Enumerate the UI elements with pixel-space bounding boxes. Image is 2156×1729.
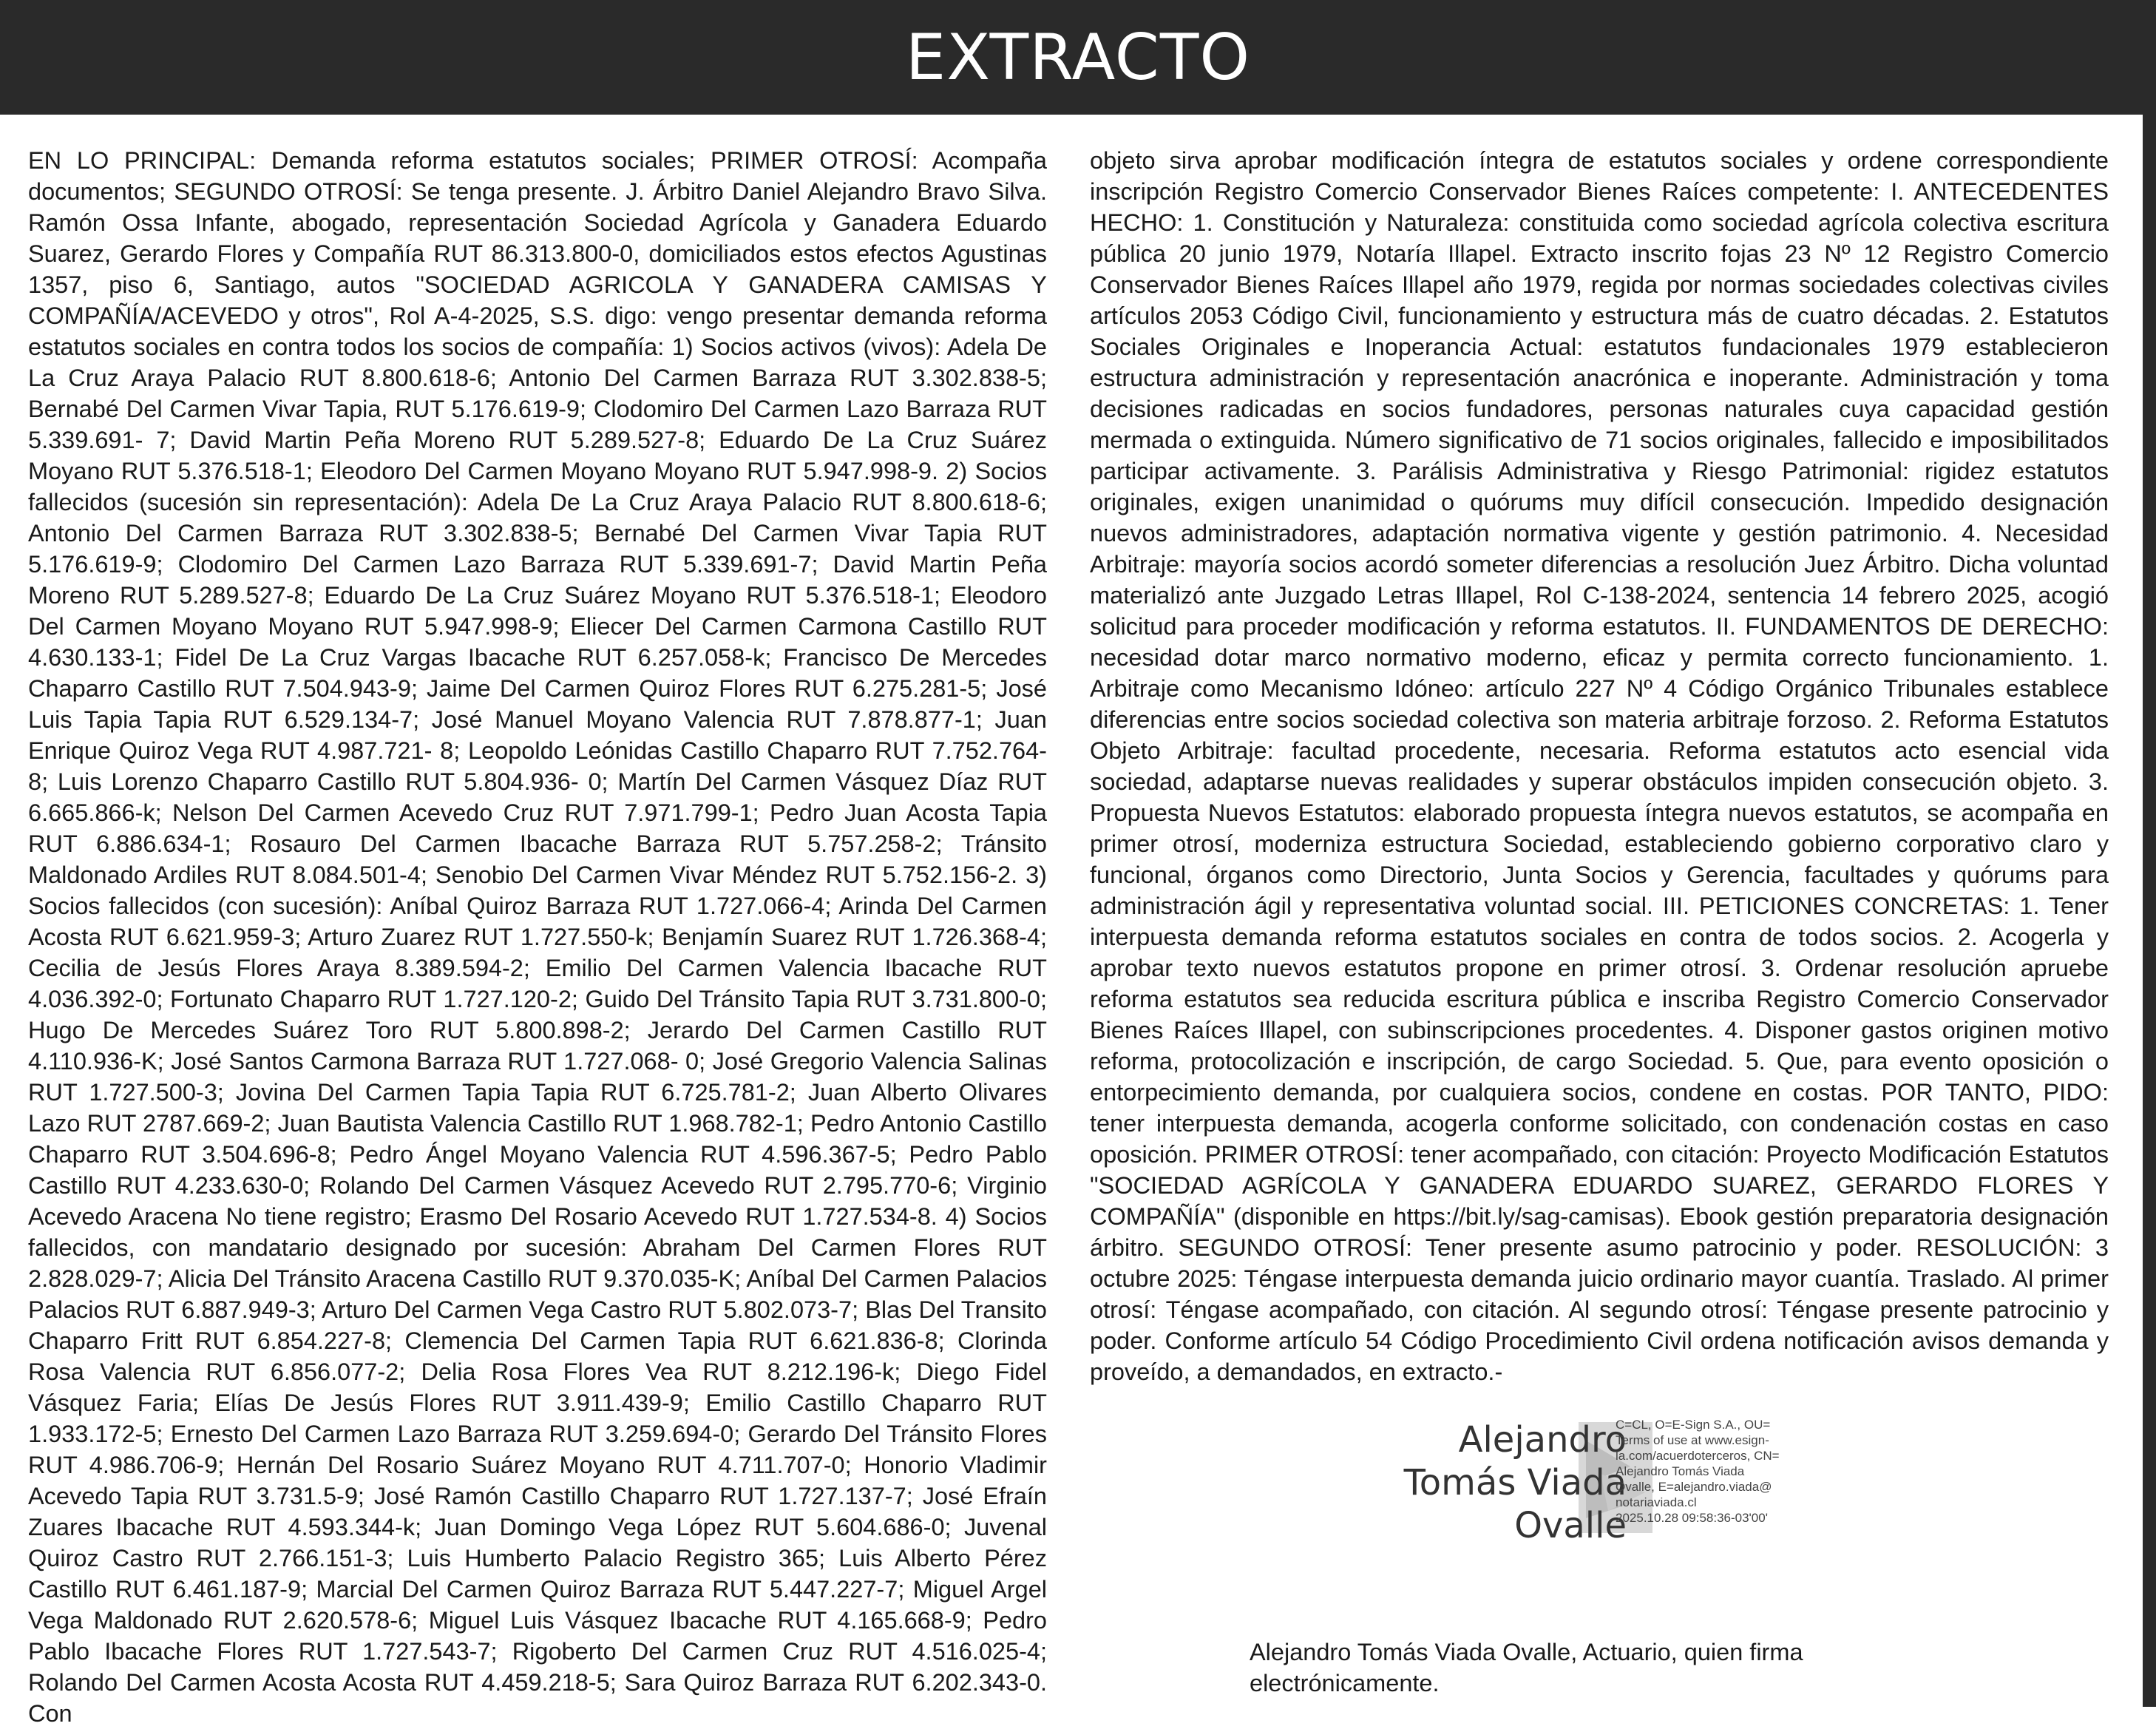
signature-name: Alejandro Tomás Viada Ovalle — [1403, 1419, 1627, 1546]
electronic-signature — [1390, 1411, 1804, 1544]
page-title: EXTRACTO — [905, 20, 1251, 95]
header-bar — [0, 0, 2156, 115]
signature-details: C=CL, O=E-Sign S.A., OU= Terms of use at www.esign- la.com/acuerdoterceros, CN= Alejandro Tomás Viada Ovalle, E=alejandro.viada@ notariaviada.cl 2025.10.28 09:58:36-03'00' — [1616, 1418, 1780, 1525]
right-border-bar — [2143, 115, 2156, 1707]
signer-footer-note: Alejandro Tomás Viada Ovalle, Actuario, quien firma electrónicamente. — [1250, 1639, 1803, 1696]
body-column-right: objeto sirva aprobar modificación íntegra de estatutos sociales y ordene correspondiente inscripción Registro Comercio Conservador Bienes Raíces competente: I. ANTECEDENTES HECHO: 1. Constitución y Naturaleza: constituida como sociedad agrícola colectiva escritura pública 20 junio 1979, Notaría Illapel. Extracto inscrito fojas 23 Nº 12 Registro Comercio Conservador Bienes Raíces Illapel año 1979, regida por normas sociedades colectivas civiles artículos 2053 Código Civil, funcionamiento y estructura más de cuatro décadas. 2. Estatutos Sociales Originales e Inoperancia Actual: estatutos fundacionales 1979 establecieron estructura administración y representación anacrónica e inoperante. Administración y toma decisiones radicadas en socios fundadores, personas naturales cuya capacidad gestión mermada o extinguida. Número significativo de 71 socios originales, fallecido e imposibilitados participar activamente. 3. Parálisis Administrativa y Riesgo Patrimonial: rigidez estatutos originales, exigen unanimidad o quórums muy difícil consecución. Impedido designación nuevos administradores, adaptación normativa vigente y gestión patrimonio. 4. Necesidad Arbitraje: mayoría socios acordó someter diferencias a resolución Juez Árbitro. Dicha voluntad materializó ante Juzgado Letras Illapel, Rol C-138-2024, sentencia 14 febrero 2025, acogió solicitud para proceder modificación y reforma estatutos. II. FUNDAMENTOS DE DERECHO: necesidad dotar marco normativo moderno, eficaz y permita correcto funcionamiento. 1. Arbitraje como Mecanismo Idóneo: artículo 227 Nº 4 Código Orgánico Tribunales establece diferencias entre socios sociedad colectiva son materia arbitraje forzoso. 2. Reforma Estatutos Objeto Arbitraje: facultad procedente, necesaria. Reforma estatutos acto esencial vida sociedad, adaptarse nuevas realidades y superar obstáculos impiden consecución objeto. 3. Propuesta Nuevos Estatutos: elaborado propuesta íntegra nuevos estatutos, se acompaña en primer otrosí, moderniza estructura Sociedad, estableciendo gobierno corporativo claro y funcional, órganos como Directorio, Junta Socios y Gerencia, facultades y quórums para administración ágil y representativa voluntad social. III. PETICIONES CONCRETAS: 1. Tener interpuesta demanda reforma estatutos sociales en contra de todos socios. 2. Acogerla y aprobar texto nuevos estatutos propone en primer otrosí. 3. Ordenar resolución apruebe reforma estatutos sea reducida escritura pública e inscriba Registro Comercio Conservador Bienes Raíces Illapel, con subinscripciones procedentes. 4. Disponer gastos originen motivo reforma, protocolización e inscripción, de cargo Sociedad. 5. Que, para evento oposición o entorpecimiento demanda, por cualquiera socios, condene en costas. POR TANTO, PIDO: tener interpuesta demanda, acogerla conforme solicitado, con condenación costas en caso oposición. PRIMER OTROSÍ: tener acompañado, con citación: Proyecto Modificación Estatutos "SOCIEDAD AGRÍCOLA Y GANADERA EDUARDO SUAREZ, GERARDO FLORES Y COMPAÑÍA" (disponible en https://bit.ly/sag-camisas). Ebook gestión preparatoria designación árbitro. SEGUNDO OTROSÍ: Tener presente asumo patrocinio y poder. RESOLUCIÓN: 3 octubre 2025: Téngase interpuesta demanda juicio ordinario mayor cuantía. Traslado. Al primer otrosí: Téngase acompañado, con citación. Al segundo otrosí: Téngase presente patrocinio y poder. Conforme artículo 54 Código Procedimiento Civil ordena notificación avisos demanda y proveído, a demandados, en extracto.- — [1090, 147, 2109, 1385]
body-column-left: EN LO PRINCIPAL: Demanda reforma estatutos sociales; PRIMER OTROSÍ: Acompaña documentos; SEGUNDO OTROSÍ: Se tenga presente. J. Árbitro Daniel Alejandro Bravo Silva. Ramón Ossa Infante, abogado, representación Sociedad Agrícola y Ganadera Eduardo Suarez, Gerardo Flores y Compañía RUT 86.313.800-0, domiciliados estos efectos Agustinas 1357, piso 6, Santiago, autos "SOCIEDAD AGRICOLA Y GANADERA CAMISAS Y COMPAÑÍA/ACEVEDO y otros", Rol A-4-2025, S.S. digo: vengo presentar demanda reforma estatutos sociales en contra todos los socios de compañía: 1) Socios activos (vivos): Adela De La Cruz Araya Palacio RUT 8.800.618-6; Antonio Del Carmen Barraza RUT 3.302.838-5; Bernabé Del Carmen Vivar Tapia, RUT 5.176.619-9; Clodomiro Del Carmen Lazo Barraza RUT 5.339.691- 7; David Martin Peña Moreno RUT 5.289.527-8; Eduardo De La Cruz Suárez Moyano RUT 5.376.518-1; Eleodoro Del Carmen Moyano Moyano RUT 5.947.998-9. 2) Socios fallecidos (sucesión sin representación): Adela De La Cruz Araya Palacio RUT 8.800.618-6; Antonio Del Carmen Barraza RUT 3.302.838-5; Bernabé Del Carmen Vivar Tapia RUT 5.176.619-9; Clodomiro Del Carmen Lazo Barraza RUT 5.339.691-7; David Martin Peña Moreno RUT 5.289.527-8; Eduardo De La Cruz Suárez Moyano RUT 5.376.518-1; Eleodoro Del Carmen Moyano Moyano RUT 5.947.998-9; Eliecer Del Carmen Carmona Castillo RUT 4.630.133-1; Fidel De La Cruz Vargas Ibacache RUT 6.257.058-k; Francisco De Mercedes Chaparro Castillo RUT 7.504.943-9; Jaime Del Carmen Quiroz Flores RUT 6.275.281-5; José Luis Tapia Tapia RUT 6.529.134-7; José Manuel Moyano Valencia RUT 7.878.877-1; Juan Enrique Quiroz Vega RUT 4.987.721- 8; Leopoldo Leónidas Castillo Chaparro RUT 7.752.764-8; Luis Lorenzo Chaparro Castillo RUT 5.804.936- 0; Martín Del Carmen Vásquez Díaz RUT 6.665.866-k; Nelson Del Carmen Acevedo Cruz RUT 7.971.799-1; Pedro Juan Acosta Tapia RUT 6.886.634-1; Rosauro Del Carmen Ibacache Barraza RUT 5.757.258-2; Tránsito Maldonado Ardiles RUT 8.084.501-4; Senobio Del Carmen Vivar Méndez RUT 5.752.156-2. 3) Socios fallecidos (con sucesión): Aníbal Quiroz Barraza RUT 1.727.066-4; Arinda Del Carmen Acosta RUT 6.621.959-3; Arturo Zuarez RUT 1.727.550-k; Benjamín Suarez RUT 1.726.368-4; Cecilia de Jesús Flores Araya 8.389.594-2; Emilio Del Carmen Valencia Ibacache RUT 4.036.392-0; Fortunato Chaparro RUT 1.727.120-2; Guido Del Tránsito Tapia RUT 3.731.800-0; Hugo De Mercedes Suárez Toro RUT 5.800.898-2; Jerardo Del Carmen Castillo RUT 4.110.936-K; José Santos Carmona Barraza RUT 1.727.068- 0; José Gregorio Valencia Salinas RUT 1.727.500-3; Jovina Del Carmen Tapia Tapia RUT 6.725.781-2; Juan Alberto Olivares Lazo RUT 2787.669-2; Juan Bautista Valencia Castillo RUT 1.968.782-1; Pedro Antonio Castillo Chaparro RUT 3.504.696-8; Pedro Ángel Moyano Valencia RUT 4.596.367-5; Pedro Pablo Castillo RUT 4.233.630-0; Rolando Del Carmen Vásquez Acevedo RUT 2.795.770-6; Virginio Acevedo Aracena No tiene registro; Erasmo Del Rosario Acevedo RUT 1.727.534-8. 4) Socios fallecidos, con mandatario designado por sucesión: Abraham Del Carmen Flores RUT 2.828.029-7; Alicia Del Tránsito Aracena Castillo RUT 9.370.035-K; Aníbal Del Carmen Palacios Palacios RUT 6.887.949-3; Arturo Del Carmen Vega Castro RUT 5.802.073-7; Blas Del Transito Chaparro Fritt RUT 6.854.227-8; Clemencia Del Carmen Tapia RUT 6.621.836-8; Clorinda Rosa Valencia RUT 6.856.077-2; Delia Rosa Flores Vea RUT 8.212.196-k; Diego Fidel Vásquez Faria; Elías De Jesús Flores RUT 3.911.439-9; Emilio Castillo Chaparro RUT 1.933.172-5; Ernesto Del Carmen Lazo Barraza RUT 3.259.694-0; Gerardo Del Tránsito Flores RUT 4.986.706-9; Hernán Del Rosario Suárez Moyano RUT 4.711.707-0; Honorio Vladimir Acevedo Tapia RUT 3.731.5-9; José Ramón Castillo Chaparro RUT 1.727.137-7; José Efraín Zuares Ibacache RUT 4.593.344-k; Juan Domingo Vega López RUT 5.604.686-0; Juvenal Quiroz Castro RUT 2.766.151-3; Luis Humberto Palacio Registro 365; Luis Alberto Pérez Castillo RUT 6.461.187-9; Marcial Del Carmen Quiroz Barraza RUT 5.447.227-7; Miguel Argel Vega Maldonado RUT 2.620.578-6; Miguel Luis Vásquez Ibacache RUT 4.165.668-9; Pedro Pablo Ibacache Flores RUT 1.727.543-7; Rigoberto Del Carmen Cruz RUT 4.516.025-4; Rolando Del Carmen Acosta Acosta RUT 4.459.218-5; Sara Quiroz Barraza RUT 6.202.343-0. Con — [28, 147, 1047, 1727]
